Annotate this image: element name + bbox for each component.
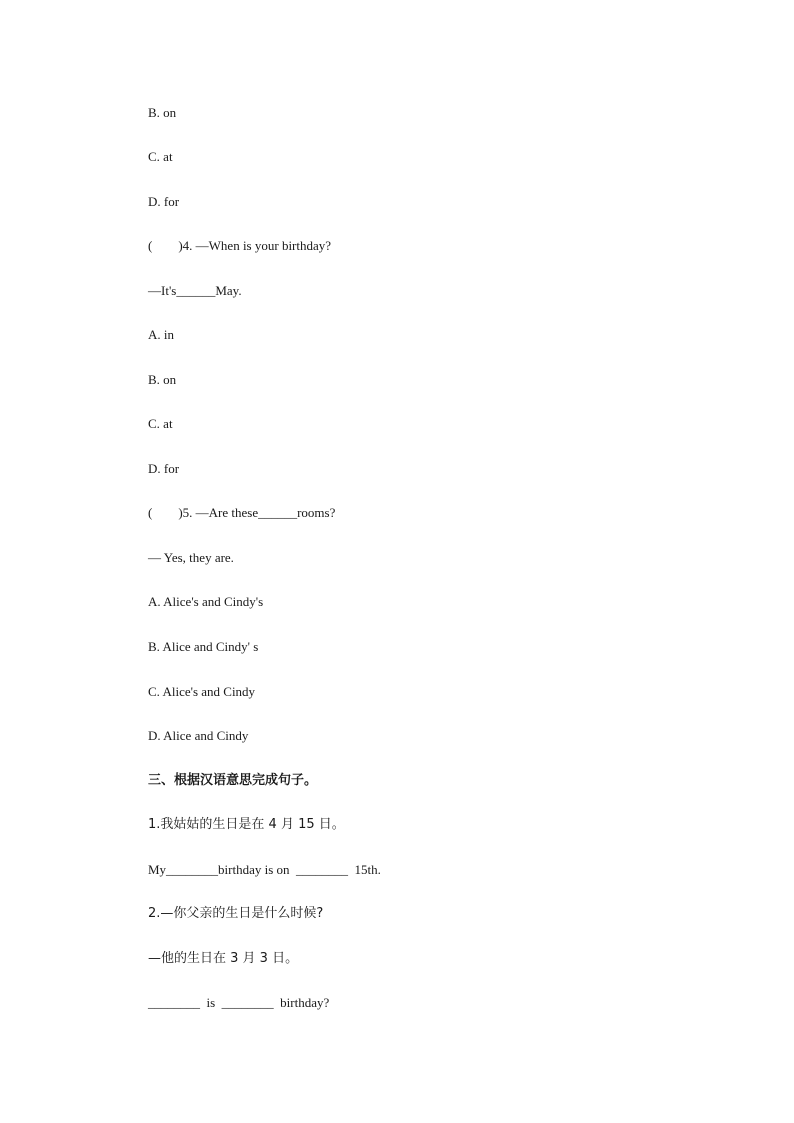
sentence-2-chinese-answer: —他的生日在 3 月 3 日。 — [148, 951, 299, 966]
question-4: ( )4. —When is your birthday? — [148, 238, 332, 253]
option-d-for: D. for — [148, 194, 180, 209]
q5-option-a: A. Alice's and Cindy's — [148, 594, 264, 609]
q4-option-c: C. at — [148, 416, 173, 431]
question-5: ( )5. —Are these______rooms? — [148, 505, 336, 520]
q5-option-c: C. Alice's and Cindy — [148, 684, 256, 699]
q5-option-d: D. Alice and Cindy — [148, 728, 249, 743]
sentence-2-chinese-question: 2.—你父亲的生日是什么时候? — [148, 906, 324, 921]
q4-option-d: D. for — [148, 461, 180, 476]
question-4-answer-line: —It's______May. — [148, 283, 242, 298]
sentence-1-chinese: 1.我姑姑的生日是在 4 月 15 日。 — [148, 817, 345, 832]
section-3-heading: 三、根据汉语意思完成句子。 — [148, 773, 318, 788]
q4-option-b: B. on — [148, 372, 177, 387]
q5-option-b: B. Alice and Cindy' s — [148, 639, 259, 654]
sentence-2-english: ________ is ________ birthday? — [148, 995, 330, 1010]
q4-option-a: A. in — [148, 327, 174, 342]
option-c-at: C. at — [148, 149, 173, 164]
sentence-1-english: My________birthday is on ________ 15th. — [148, 862, 381, 877]
option-b-on: B. on — [148, 105, 177, 120]
question-5-answer-line: — Yes, they are. — [148, 550, 234, 565]
